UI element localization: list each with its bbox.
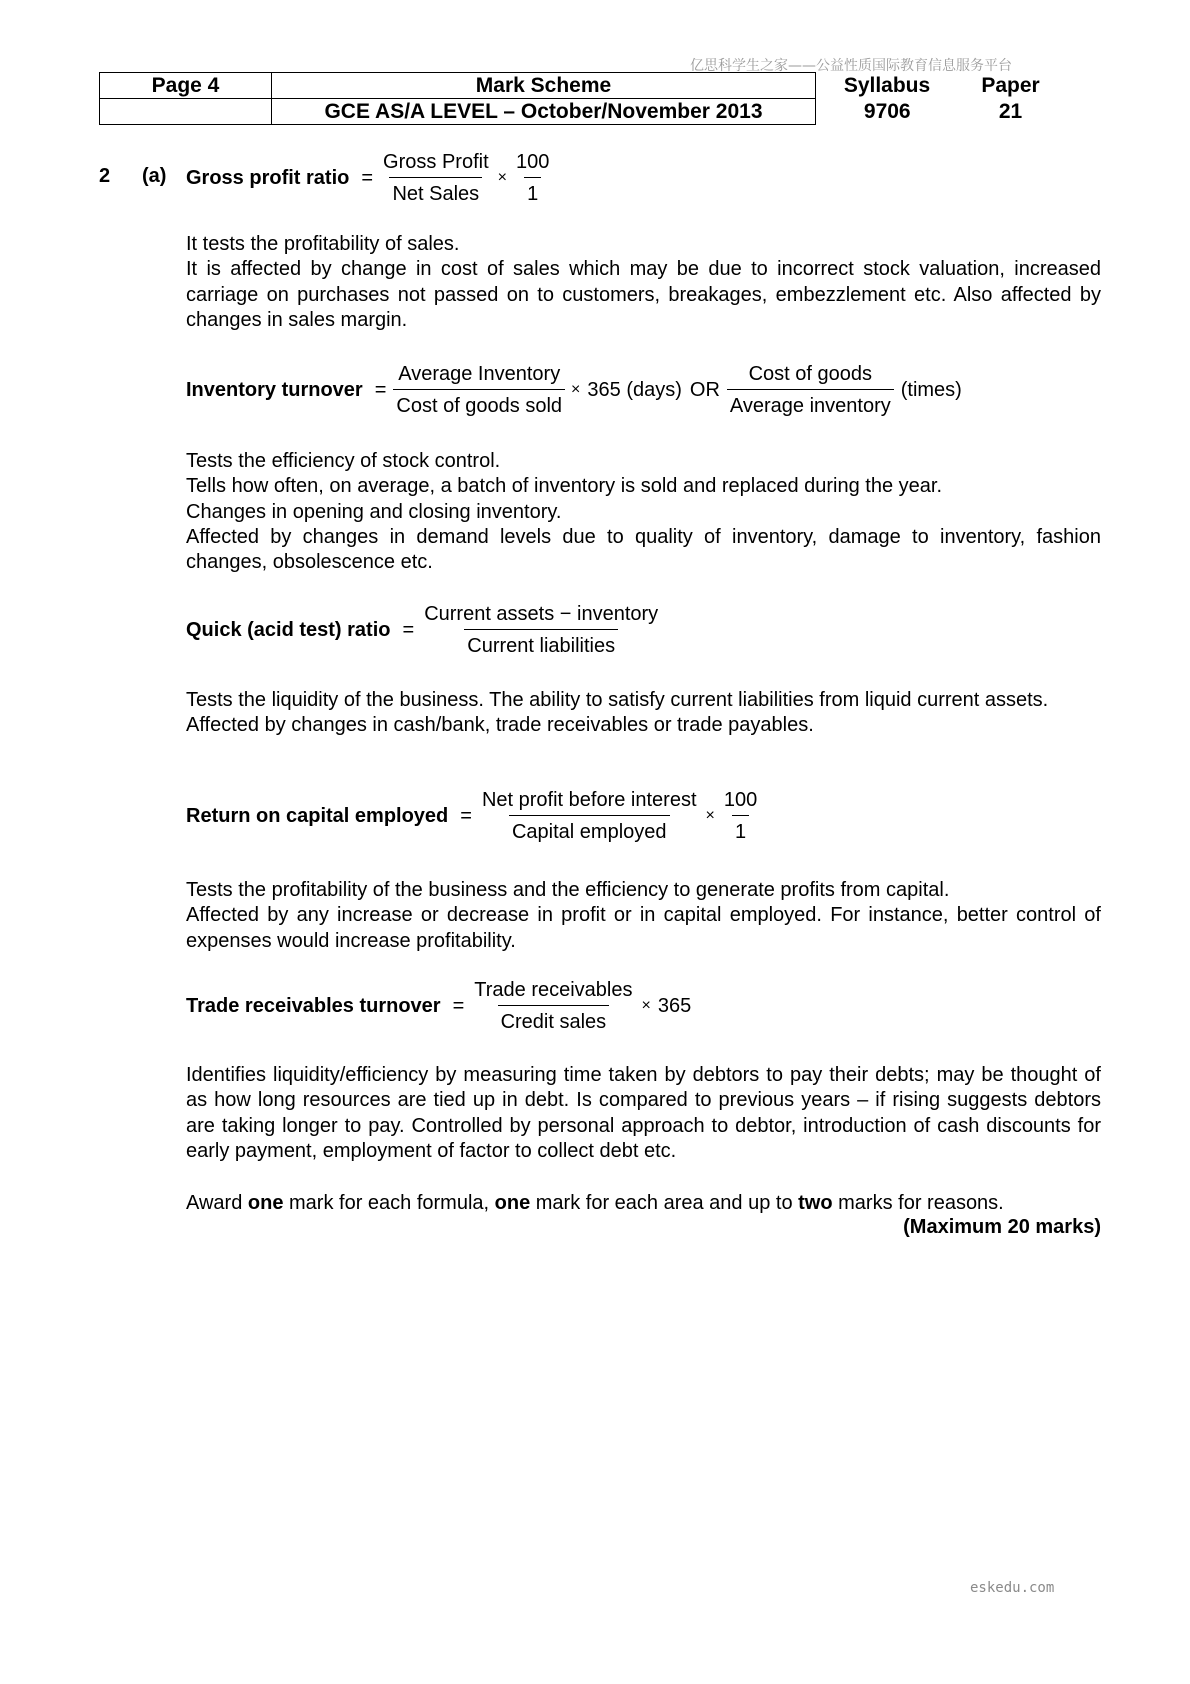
paragraph-line: It tests the profitability of sales. (186, 233, 460, 255)
times-sign: × (641, 997, 651, 1014)
gross-profit-label: Gross profit ratio (186, 166, 350, 189)
paragraph-line: Affected by any increase or decrease in profit or in capital employed. For instance, better control of expenses would increase profitability. (186, 904, 1101, 952)
header-subtitle: GCE AS/A LEVEL – October/November 2013 (272, 99, 816, 125)
award-text: marks for reasons. (832, 1192, 1004, 1214)
fraction-denominator: Average inventory (727, 389, 894, 418)
fraction-numerator: 100 (723, 789, 758, 811)
header-syllabus-value: 9706 (863, 100, 911, 123)
quick-ratio-fraction (421, 602, 661, 658)
equals-sign: = (452, 994, 465, 1017)
paragraph-line: Tests the liquidity of the business. The ability to satisfy current liabilities from liquid current assets. (186, 689, 1049, 711)
question-part: (a) (142, 165, 167, 187)
times-sign: × (497, 169, 507, 186)
header-title: Mark Scheme (272, 73, 816, 99)
paragraph-line: Tells how often, on average, a batch of inventory is sold and replaced during the year. (186, 475, 943, 498)
gross-profit-explanation (186, 232, 1101, 333)
roce-label: Return on capital employed (186, 804, 449, 827)
header-syllabus-label: Syllabus (843, 74, 931, 97)
fraction-denominator: Credit sales (498, 1005, 610, 1034)
header-paper-value: 21 (998, 100, 1023, 123)
quick-ratio-formula (186, 602, 664, 658)
fraction-numerator: Current assets − inventory (424, 603, 659, 625)
equals-sign: = (361, 166, 374, 189)
gross-profit-formula (186, 150, 555, 206)
paragraph-line: It is affected by change in cost of sales which may be due to incorrect stock valuation, increased carriage on purchases not passed on to customers, breakages, embezzlement etc. Also affected by changes in sales margin. (186, 258, 1101, 331)
fraction-numerator: Cost of goods (748, 363, 873, 385)
quick-ratio-explanation (186, 688, 1101, 739)
header-empty-cell (100, 99, 272, 125)
receivables-fraction (471, 978, 635, 1034)
fraction-numerator: 100 (515, 151, 550, 173)
gross-profit-fraction (380, 150, 492, 206)
paragraph-line: Changes in opening and closing inventory. (186, 500, 562, 523)
fraction-denominator: Cost of goods sold (393, 389, 565, 418)
receivables-explanation: Identifies liquidity/efficiency by measuring time taken by debtors to pay their debts; may be thought of as how long resources are tied up in debt. Is compared to previous years – if rising suggests debtors are taking longer to pay. Controlled by personal approach to debtor, introduction of cash discounts for early payment, employment of factor to collect debt etc. (186, 1064, 1101, 1162)
inventory-turnover-formula (186, 362, 966, 418)
days-multiplier: 365 (days) (587, 378, 682, 401)
hundred-fraction (513, 150, 552, 206)
fraction-denominator: Capital employed (509, 815, 670, 844)
fraction-numerator: Trade receivables (474, 979, 633, 1001)
header-paper-label: Paper (981, 74, 1040, 97)
roce-fraction (479, 788, 700, 844)
inventory-explanation (186, 449, 1101, 575)
award-text: Award (186, 1192, 248, 1214)
quick-ratio-label: Quick (acid test) ratio (186, 618, 391, 641)
fraction-numerator: Gross Profit (383, 151, 489, 173)
award-instructions (186, 1191, 1101, 1216)
times-unit: (times) (900, 378, 962, 401)
maximum-marks: (Maximum 20 marks) (903, 1216, 1101, 1238)
fraction-numerator: Net profit before interest (481, 789, 697, 811)
inventory-days-fraction (393, 362, 565, 418)
roce-explanation (186, 878, 1101, 954)
award-text: mark for each formula, (283, 1192, 495, 1214)
fraction-denominator: Current liabilities (464, 629, 618, 658)
receivables-formula (186, 978, 695, 1034)
fraction-numerator: Average Inventory (398, 363, 561, 385)
header-table (99, 72, 1063, 125)
award-emphasis: one (247, 1192, 284, 1214)
or-text: OR (689, 378, 720, 401)
times-sign: × (571, 381, 581, 398)
fraction-denominator: Net Sales (389, 177, 482, 206)
days-multiplier: 365 (657, 994, 692, 1017)
paragraph-line: Tests the efficiency of stock control. (186, 450, 501, 472)
watermark-top: 亿思科学生之家——公益性质国际教育信息服务平台 (690, 58, 1012, 74)
header-page: Page 4 (100, 73, 272, 99)
paragraph-line: Affected by changes in cash/bank, trade receivables or trade payables. (186, 714, 814, 737)
fraction-denominator: 1 (524, 177, 541, 206)
paragraph-line: Affected by changes in demand levels due to quality of inventory, damage to inventory, fashion changes, obsolescence etc. (186, 525, 1101, 574)
watermark-bottom: eskedu.com (970, 1580, 1055, 1596)
question-number: 2 (99, 165, 111, 187)
award-text: mark for each area and up to (530, 1192, 799, 1214)
equals-sign: = (402, 618, 415, 641)
paragraph-line: Tests the profitability of the business and the efficiency to generate profits from capital. (186, 879, 950, 901)
inventory-turnover-label: Inventory turnover (186, 378, 363, 401)
inventory-times-fraction (727, 362, 894, 418)
hundred-fraction (721, 788, 760, 844)
receivables-label: Trade receivables turnover (186, 994, 441, 1017)
roce-formula (186, 788, 763, 844)
equals-sign: = (460, 804, 472, 827)
award-emphasis: two (798, 1192, 833, 1214)
fraction-denominator: 1 (732, 815, 749, 844)
award-emphasis: one (494, 1192, 531, 1214)
times-sign: × (705, 807, 715, 824)
equals-sign: = (374, 378, 387, 401)
